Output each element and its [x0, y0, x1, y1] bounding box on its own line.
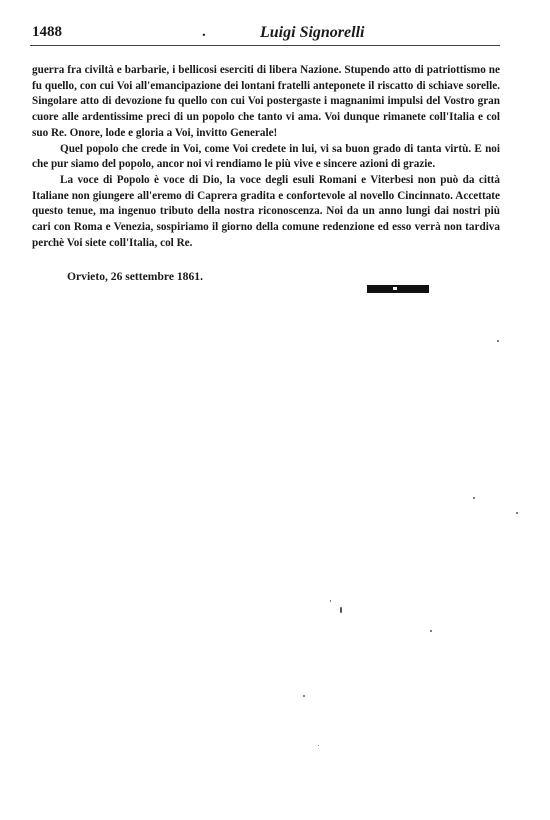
scan-speck: [303, 695, 305, 697]
page-header: [30, 24, 500, 46]
paragraph-3: La voce di Popolo è voce di Dio, la voce degli esuli Romani e Viterbesi non può da città Italiane non giungere all'eremo di Caprera gradita e confortevole al novello Cincinnato. Accettate questo tenue, ma ingenuo tributo della nostra riconoscenza. Noi da un anno lungi dai nostri più cari con Roma e Venezia, sospiriamo il giorno della comune redenzione ed esso verrà non tardiva perchè Voi siete coll'Italia, col Re.: [32, 173, 500, 249]
paragraph-1: guerra fra civiltà e barbarie, i bellicosi eserciti di libera Nazione. Stupendo atto di patriottismo ne fu quello, con cui Voi all'emancipazione dei lontani fratelli anteponete il riscatto di schiave sorelle. Singolare atto di devozione fu quello con cui Voi postergaste i magnanimi impulsi del Vostro gran cuore alle ardentissime preci di un popolo che tanto vi ama. Voi dunque rimanete coll'Italia e col suo Re. Onore, lode e gloria a Voi, invitto Generale!: [32, 64, 500, 139]
header-separator: .: [202, 24, 206, 40]
running-head: Luigi Signorelli: [260, 24, 365, 41]
body-text: [32, 63, 500, 285]
scan-speck: [318, 745, 319, 746]
page-number: 1488: [32, 24, 62, 40]
scan-speck: [340, 607, 342, 613]
scan-speck: [330, 600, 331, 602]
header-rule: [30, 45, 500, 46]
dateline: Orvieto, 26 settembre 1861.: [67, 270, 203, 284]
ink-stamp-mark: [367, 285, 429, 293]
paragraph-2: Quel popolo che crede in Voi, come Voi credete in lui, vi sa buon grado di tanta virtù. E noi che pur siamo del popolo, ancor noi vi rendiamo le più vive e sincere azioni di grazie.: [32, 142, 500, 171]
scan-speck: [497, 340, 499, 342]
scan-speck: [473, 497, 475, 499]
scan-speck: [516, 512, 518, 514]
scan-speck: [430, 630, 432, 632]
